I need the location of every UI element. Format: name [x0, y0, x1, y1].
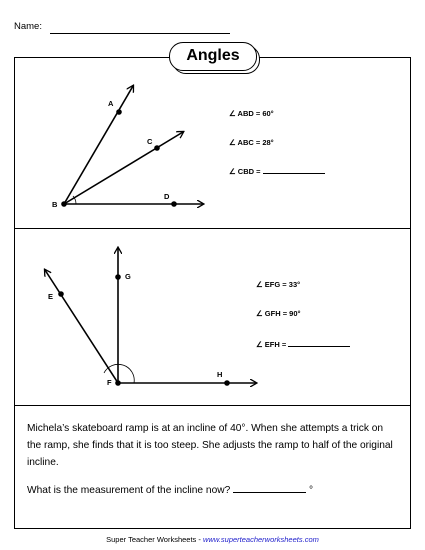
diagram-1: [52, 86, 203, 209]
footer-site-name: Super Teacher Worksheets -: [106, 535, 203, 544]
ray-ba: [64, 86, 133, 204]
label-f: F: [107, 378, 112, 387]
diagram-2: [45, 248, 256, 387]
footer: [0, 535, 425, 544]
degree-symbol: °: [308, 485, 314, 496]
point-g: [115, 274, 121, 280]
word-problem: Michela’s skateboard ramp is at an incline of 40°. When she attempts a trick on the ramp, she finds that it is too steep. She adjusts the ramp to half of the original incline.: [27, 423, 393, 468]
label-h: H: [217, 370, 223, 379]
equation-efh-label: ∠ EFH =: [256, 340, 287, 349]
point-a: [116, 109, 122, 115]
point-c: [154, 145, 160, 151]
point-f: [115, 380, 121, 386]
point-d: [171, 201, 177, 207]
label-e: E: [48, 292, 54, 301]
point-h: [224, 380, 230, 386]
equation-gfh: ∠ GFH = 90°: [256, 309, 301, 318]
word-problem-question: [27, 485, 313, 496]
question-text: What is the measurement of the incline now?: [27, 485, 231, 496]
equation-efh: [256, 340, 350, 349]
equation-cbd: [229, 167, 325, 176]
label-c: C: [147, 137, 153, 146]
point-b: [61, 201, 67, 207]
ray-fe: [45, 270, 118, 383]
label-b: B: [52, 200, 58, 209]
name-label: Name:: [14, 21, 42, 32]
answer-blank-efh[interactable]: [288, 346, 350, 347]
label-a: A: [108, 99, 114, 108]
answer-blank-cbd[interactable]: [263, 173, 325, 174]
footer-url[interactable]: www.superteacherworksheets.com: [202, 535, 319, 544]
answer-blank-incline[interactable]: [233, 492, 306, 493]
equation-cbd-label: ∠ CBD =: [229, 167, 261, 176]
page-title: Angles: [169, 42, 257, 71]
label-d: D: [164, 192, 170, 201]
equation-abc: ∠ ABC = 28°: [229, 138, 274, 147]
equation-abd: ∠ ABD = 60°: [229, 109, 274, 118]
label-g: G: [125, 272, 131, 281]
point-e: [58, 291, 64, 297]
equation-efg: ∠ EFG = 33°: [256, 280, 301, 289]
